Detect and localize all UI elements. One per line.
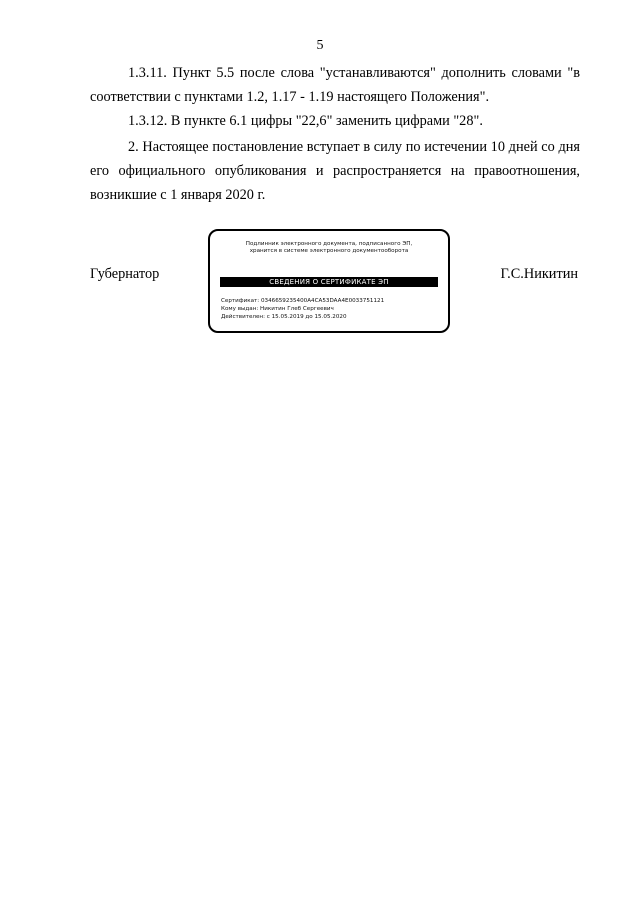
- page-number: 5: [316, 38, 324, 53]
- stamp-header: СВЕДЕНИЯ О СЕРТИФИКАТЕ ЭП: [220, 277, 438, 287]
- certificate-label: Сертификат:: [221, 298, 260, 304]
- issued-to-value: Никитин Глеб Сергеевич: [260, 306, 334, 312]
- stamp-issued-to: [221, 306, 442, 313]
- stamp-note-line-1: Подлинник электронного документа, подписанного ЭП,: [245, 241, 413, 247]
- paragraph-2: 2. Настоящее постановление вступает в силу по истечении 10 дней со дня его официального опубликования и распространяется на правоотношения, возникшие с 1 января 2020 г.: [90, 139, 580, 203]
- stamp-validity: [221, 314, 442, 321]
- signatory-title: Губернатор: [90, 266, 160, 282]
- certificate-value: 0346659235400A4CA53DAA4E0033751121: [260, 298, 385, 304]
- stamp-certificate: [221, 298, 442, 305]
- valid-value: с 15.05.2019 до 15.05.2020: [266, 314, 347, 320]
- paragraph-1-3-12: 1.3.12. В пункте 6.1 цифры "22,6" заменить цифрами "28".: [128, 113, 483, 129]
- electronic-signature-stamp: [208, 229, 450, 333]
- paragraph-1-3-11: 1.3.11. Пункт 5.5 после слова "устанавливаются" дополнить словами "в соответствии с пунктами 1.2, 1.17 - 1.19 настоящего Положения".: [90, 65, 580, 105]
- stamp-note-line-2: хранится в системе электронного документооборота: [249, 248, 409, 254]
- issued-to-label: Кому выдан:: [221, 306, 259, 312]
- valid-label: Действителен:: [221, 314, 265, 320]
- signatory-name: Г.С.Никитин: [500, 266, 578, 282]
